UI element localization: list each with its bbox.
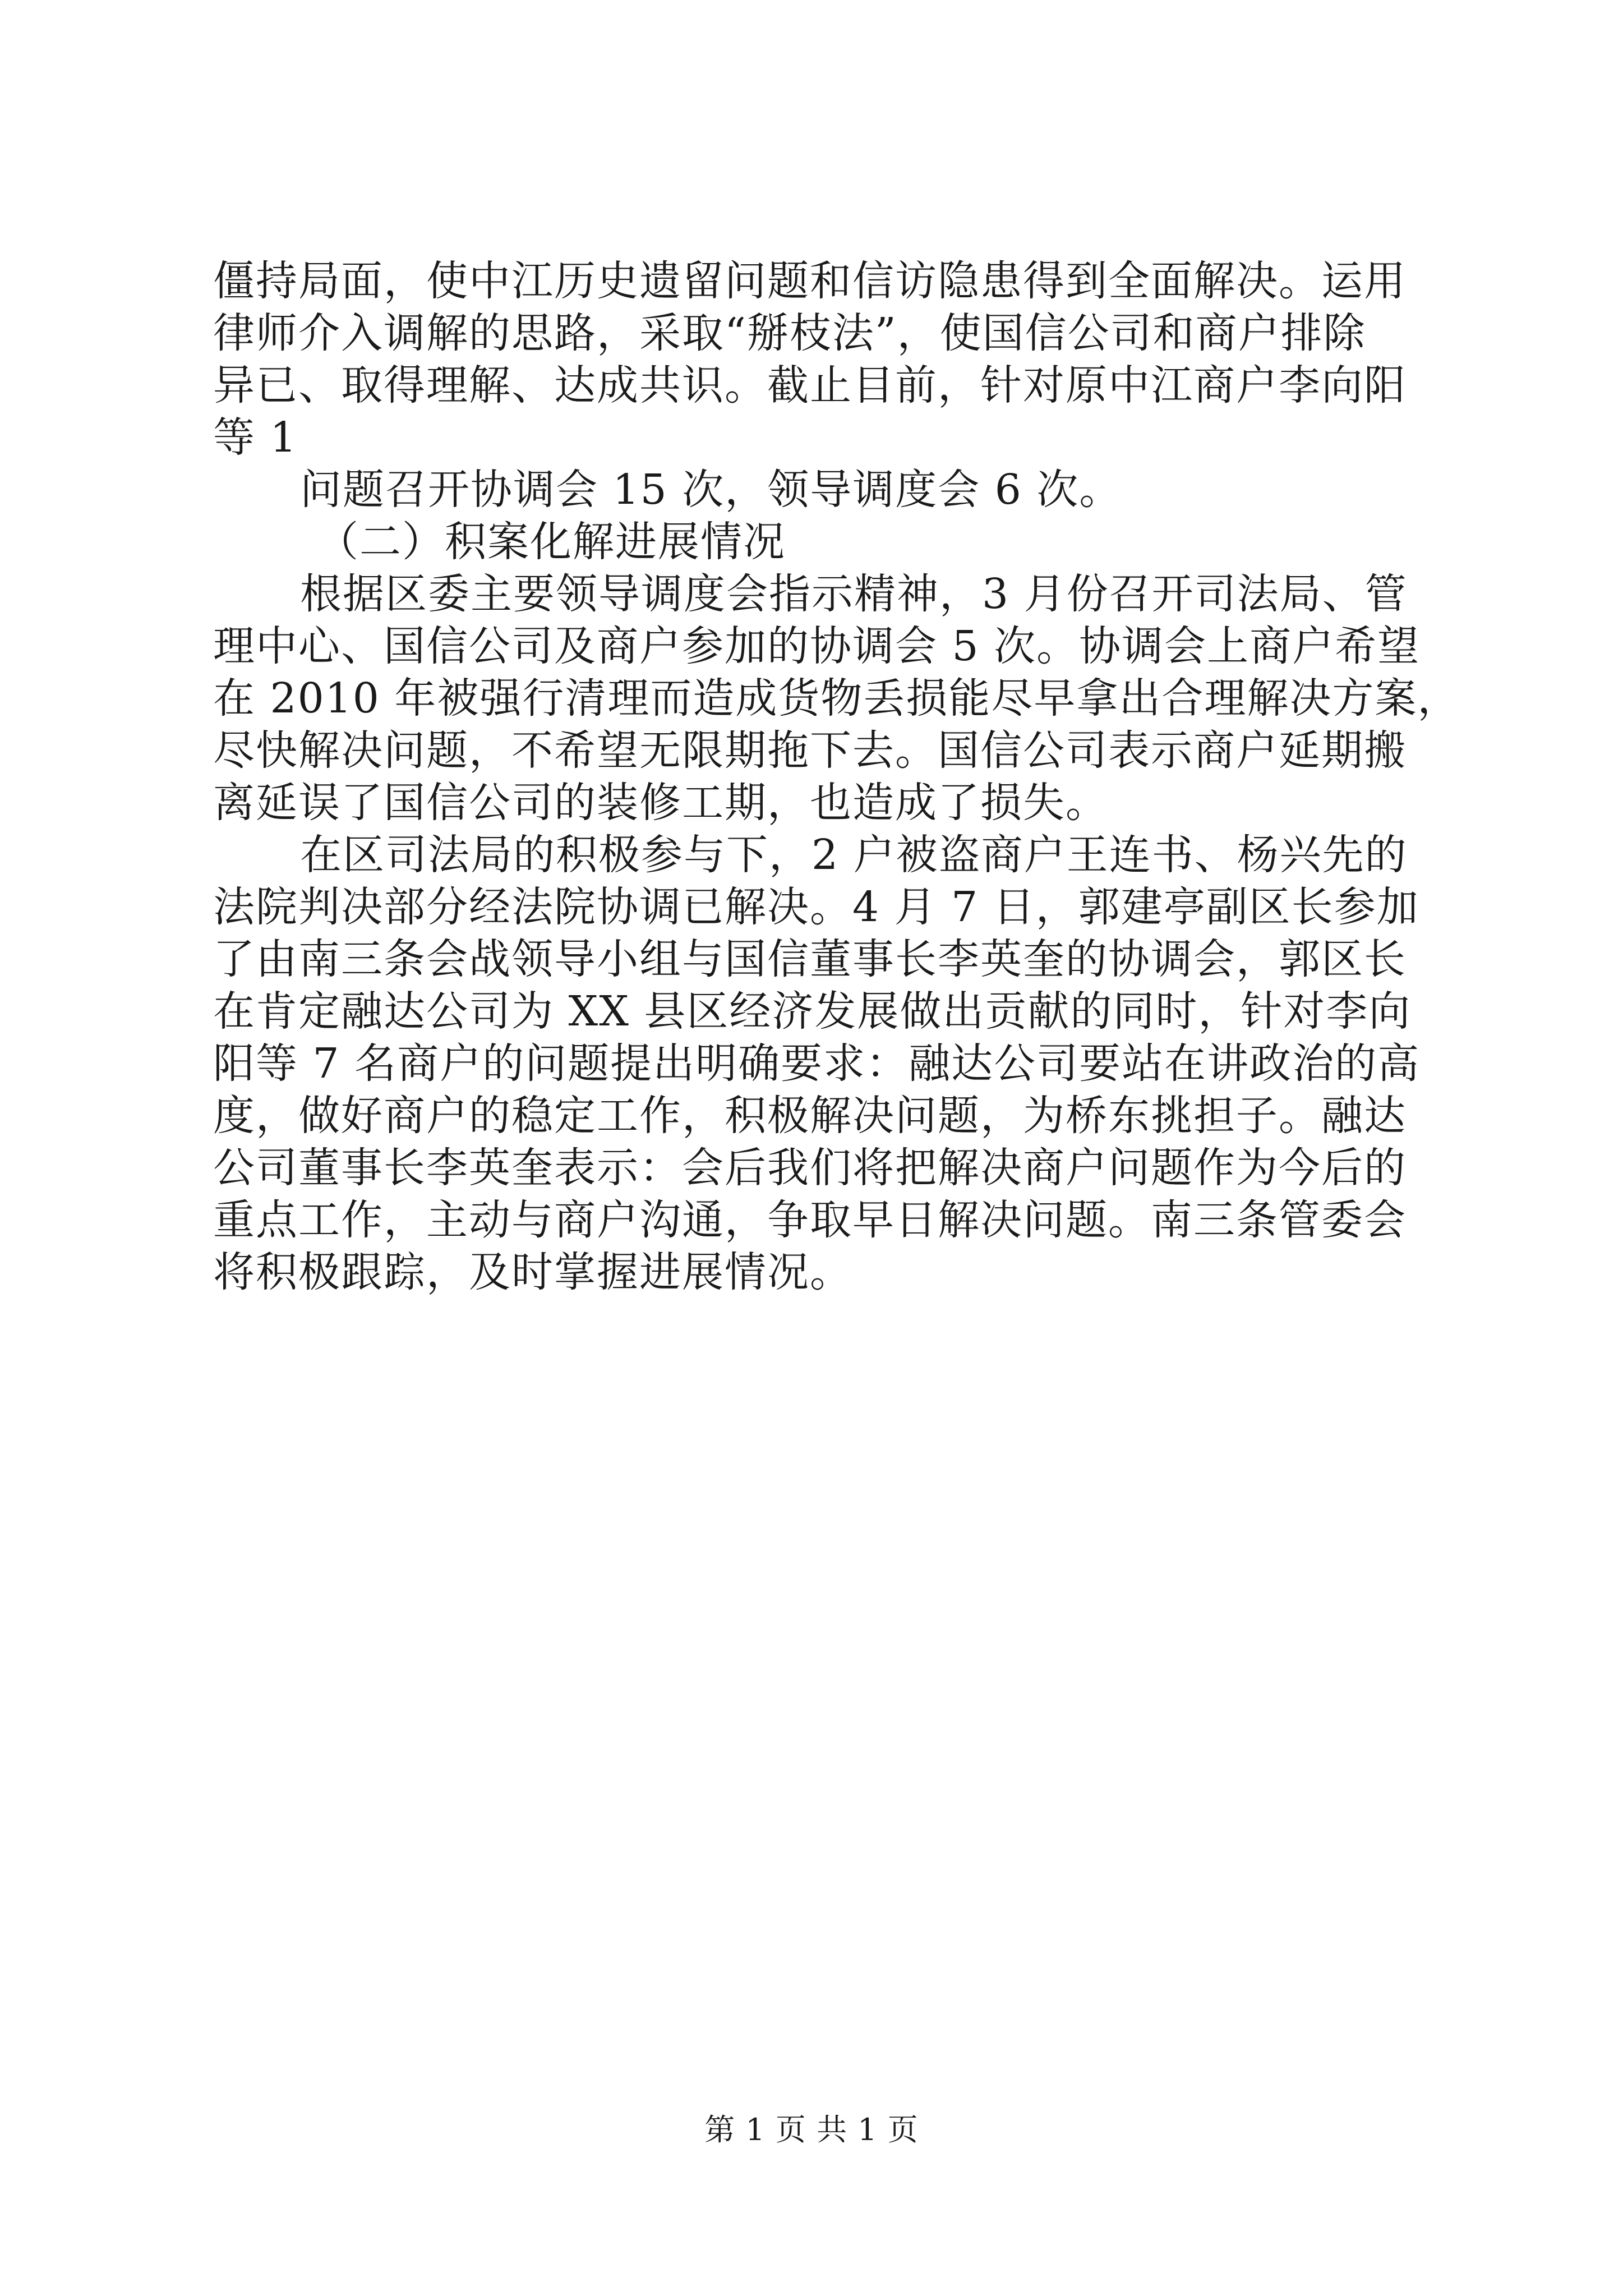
text-line: 将积极跟踪，及时掌握进展情况。 xyxy=(213,1248,852,1296)
text-line: 问题召开协调会 15 次，领导调度会 6 次。 xyxy=(300,466,1122,514)
text-line: 重点工作，主动与商户沟通，争取早日解决问题。南三条管委会 xyxy=(213,1196,1407,1244)
paragraph-meetings xyxy=(213,464,1413,516)
paragraph-judicial xyxy=(213,829,1421,1299)
section-heading xyxy=(213,516,1413,568)
text-line: 公司董事长李英奎表示：会后我们将把解决商户问题作为今后的 xyxy=(213,1144,1407,1192)
text-line: 阳等 7 名商户的问题提出明确要求：融达公司要站在讲政治的高 xyxy=(213,1039,1421,1088)
text-line: 在肯定融达公司为 XX 县区经济发展做出贡献的同时，针对李向 xyxy=(213,987,1412,1036)
text-line: 僵持局面，使中江历史遗留问题和信访隐患得到全面解决。运用 xyxy=(213,257,1407,305)
text-line: 离延误了国信公司的装修工期，也造成了损失。 xyxy=(213,779,1108,827)
text-line: 在 2010 年被强行清理而造成货物丢损能尽早拿出合理解决方案， xyxy=(213,674,1460,723)
paragraph-continuation xyxy=(213,255,1413,464)
paragraph-coordination xyxy=(213,568,1460,829)
document-body xyxy=(213,255,1460,1299)
text-line: 异已、取得理解、达成共识。截止目前，针对原中江商户李向阳 xyxy=(213,361,1407,409)
page-footer: 第 1 页 共 1 页 xyxy=(704,2112,919,2147)
text-line: 理中心、国信公司及商户参加的协调会 5 次。协调会上商户希望 xyxy=(213,622,1421,670)
text-line: 法院判决部分经法院协调已解决。4 月 7 日，郭建亭副区长参加 xyxy=(213,883,1419,931)
text-line: 在区司法局的积极参与下，2 户被盗商户王连书、杨兴先的 xyxy=(300,831,1408,879)
text-line: 律师介入调解的思路，采取“掰枝法”，使国信公司和商户排除 xyxy=(213,309,1366,357)
text-line: 度，做好商户的稳定工作，积极解决问题，为桥东挑担子。融达 xyxy=(213,1092,1407,1140)
text-line: 根据区委主要领导调度会指示精神，3 月份召开司法局、管 xyxy=(300,570,1408,618)
text-line: 了由南三条会战领导小组与国信董事长李英奎的协调会，郭区长 xyxy=(213,935,1407,983)
text-line: 等 1 xyxy=(213,413,298,462)
heading-line: （二）积案化解进展情况 xyxy=(317,518,786,566)
text-line: 尽快解决问题，不希望无限期拖下去。国信公司表示商户延期搬 xyxy=(213,726,1407,775)
